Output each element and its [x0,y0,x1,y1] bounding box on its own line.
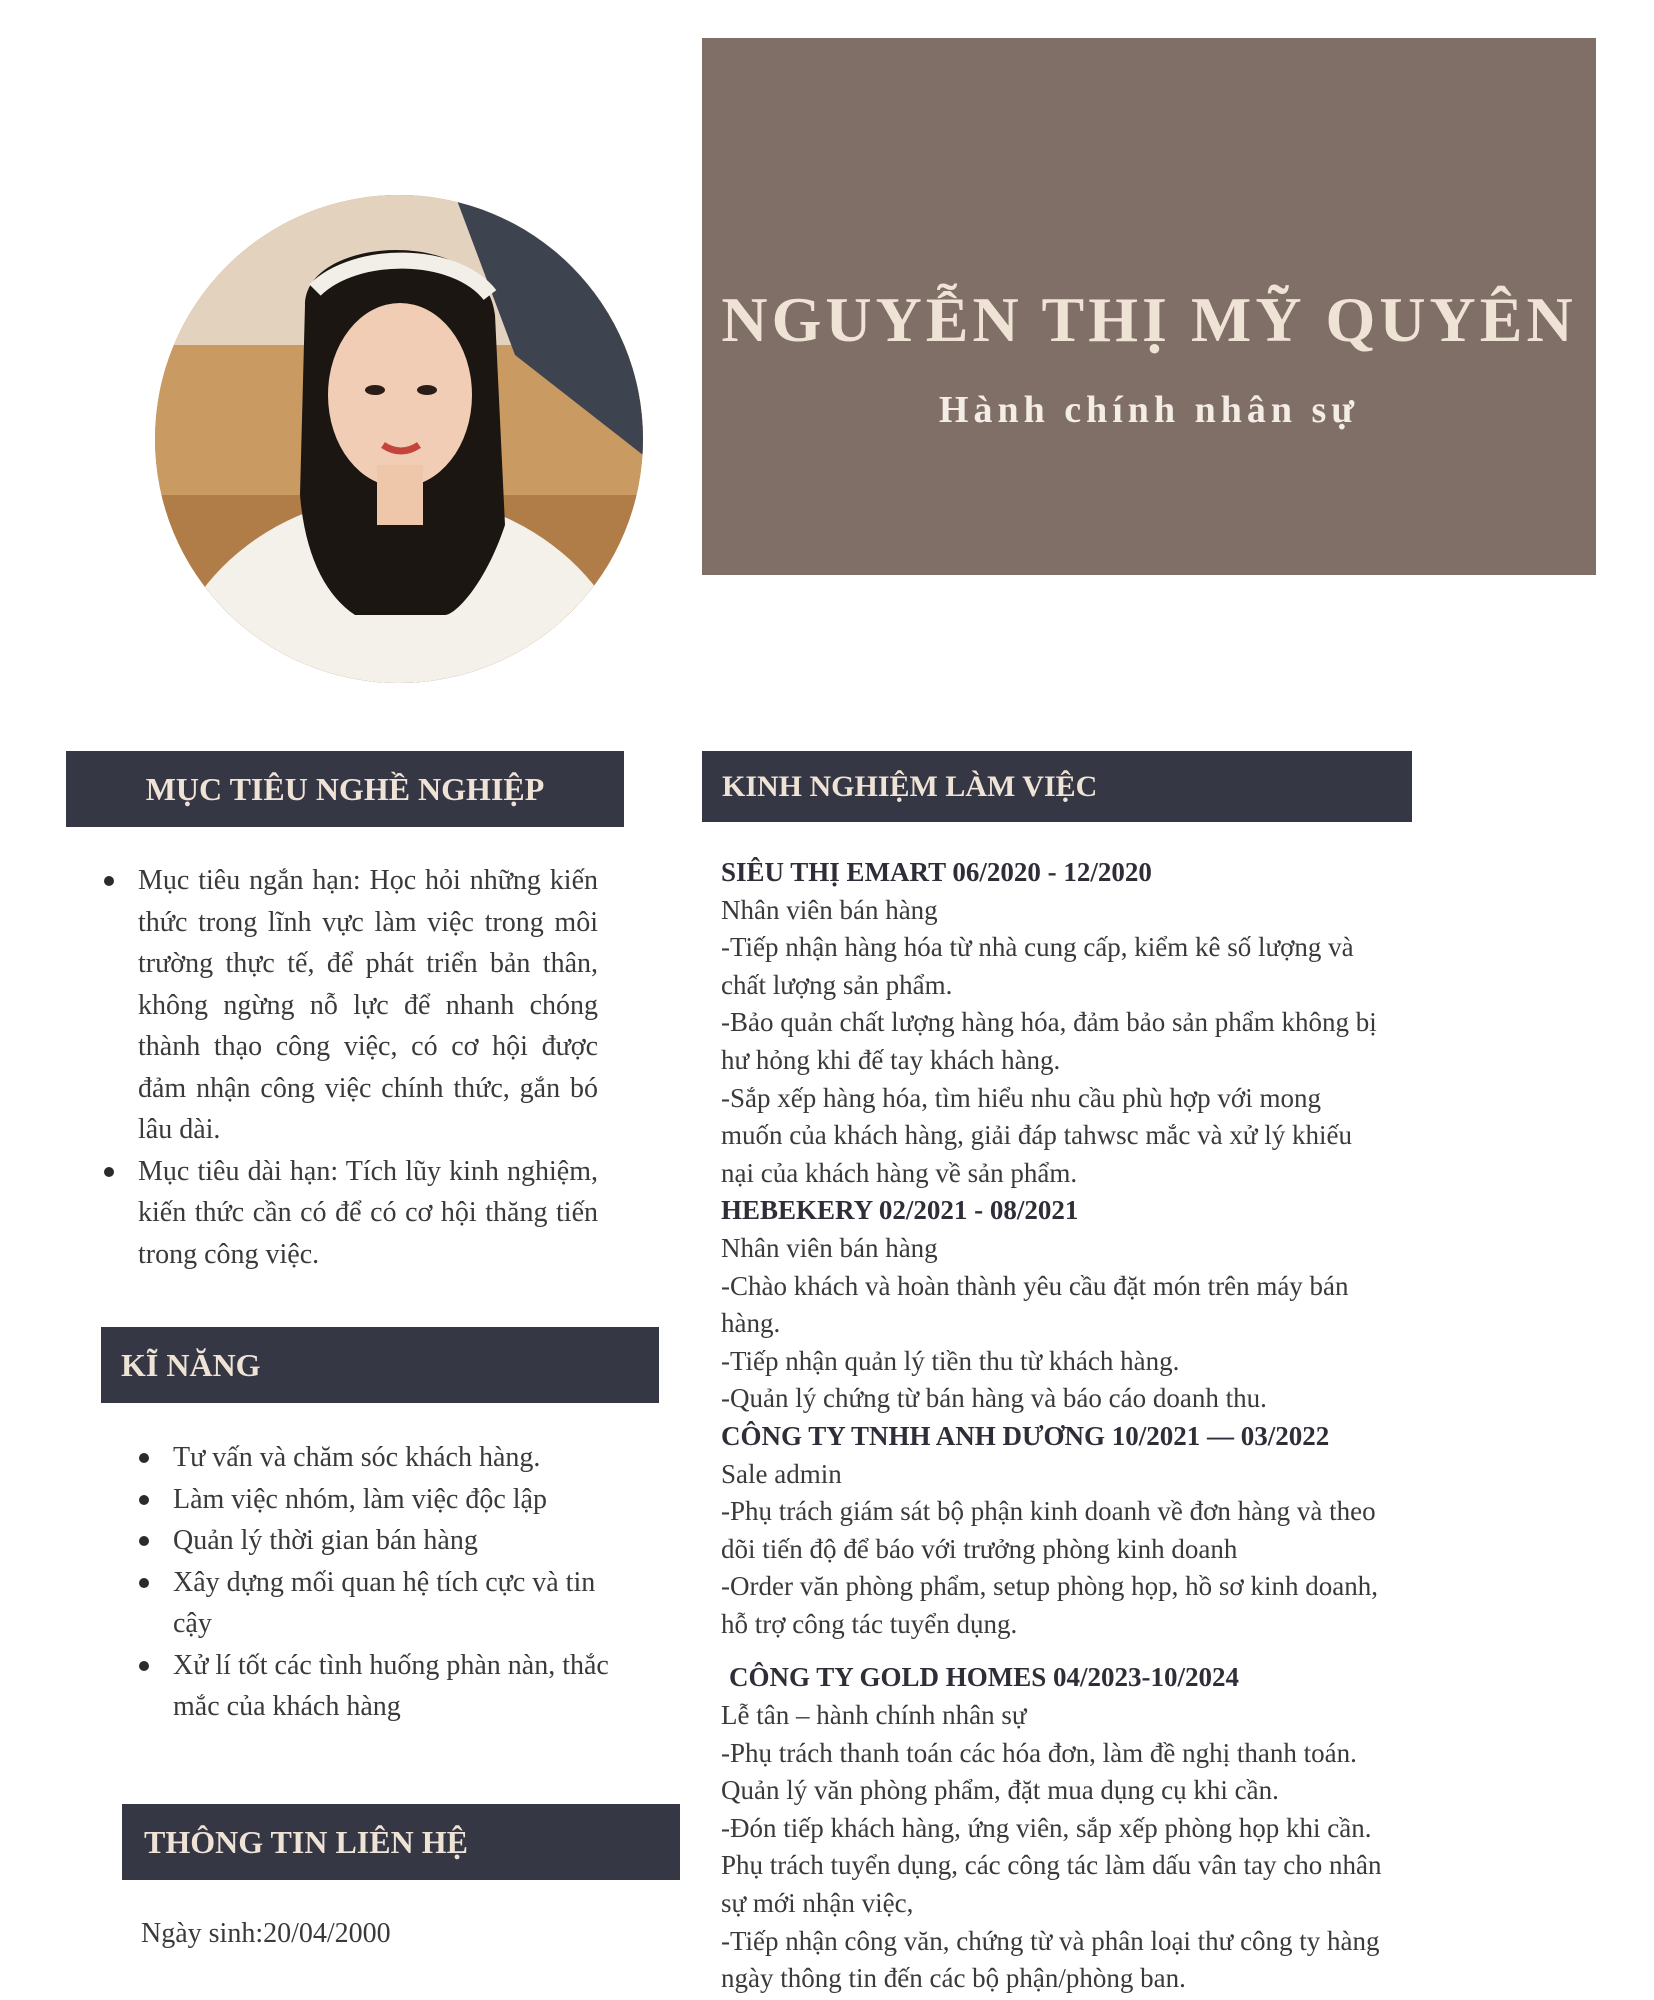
objective-heading-text: MỤC TIÊU NGHỀ NGHIỆP [145,770,545,807]
job-duty: -Phụ trách thanh toán các hóa đơn, làm đề nghị thanh toán. Quản lý văn phòng phẩm, đặt mua dụng cụ khi cần. [721,1737,1357,1806]
skills-list [137,1437,637,1728]
candidate-name: NGUYỄN THỊ MỸ QUYÊN [721,284,1577,355]
job-entry [721,1418,1386,1644]
job-duty: -Tiếp nhận công văn, chứng từ và phân loại thư công ty hàng ngày thông tin đến các bộ phận/phòng ban. [721,1925,1380,1994]
job-position: Lễ tân – hành chính nhân sự [721,1700,1027,1731]
job-position: Nhân viên bán hàng [721,894,938,925]
job-duty: -Đón tiếp khách hàng, ứng viên, sắp xếp phòng họp khi cần. Phụ trách tuyển dụng, các công tác làm dấu vân tay cho nhân sự mới nhận việc, [721,1812,1382,1919]
experience-heading [702,751,1412,822]
job-title: CÔNG TY GOLD HOMES 04/2023-10/2024 [729,1662,1240,1693]
skill-item: Quản lý thời gian bán hàng [137,1520,637,1562]
candidate-role: Hành chính nhân sự [938,389,1360,431]
skill-item: Tư vấn và chăm sóc khách hàng. [137,1437,637,1479]
contact-heading-text: THÔNG TIN LIÊN HỆ [144,1823,468,1860]
skill-item: Xây dựng mối quan hệ tích cực và tin cậy [137,1562,637,1645]
job-duty: -Quản lý chứng từ bán hàng và báo cáo doanh thu. [721,1383,1267,1414]
job-duty: -Tiếp nhận quản lý tiền thu từ khách hàng. [721,1345,1180,1376]
job-title: CÔNG TY TNHH ANH DƯƠNG 10/2021 — 03/2022 [721,1420,1330,1451]
job-duty: -Tiếp nhận hàng hóa từ nhà cung cấp, kiểm kê số lượng và chất lượng sản phẩm. [721,932,1354,1000]
skill-item: Xử lí tốt các tình huống phàn nàn, thắc mắc của khách hàng [137,1645,637,1728]
job-title: HEBEKERY 02/2021 - 08/2021 [721,1195,1079,1226]
job-duty: -Chào khách và hoàn thành yêu cầu đặt món trên máy bán hàng. [721,1270,1349,1339]
skill-item: Làm việc nhóm, làm việc độc lập [137,1479,637,1521]
objective-item-long-term: Mục tiêu dài hạn: Tích lũy kinh nghiệm, kiến thức cần có để có cơ hội thăng tiến trong công việc. [102,1151,598,1276]
job-title: SIÊU THỊ EMART 06/2020 - 12/2020 [721,857,1152,887]
experience-heading-text: KINH NGHIỆM LÀM VIỆC [722,769,1098,803]
experience-list [721,854,1386,1998]
objective-item-short-term: Mục tiêu ngắn hạn: Học hỏi những kiến thức trong lĩnh vực làm việc trong môi trường thực tế, để phát triển bản thân, không ngừng nỗ lực để nhanh chóng thành thạo công việc, có cơ hội được đảm nhận công việc chính thức, gắn bó lâu dài. [102,860,598,1151]
job-entry [721,854,1386,1192]
job-entry [721,1192,1386,1418]
skills-heading [101,1327,659,1403]
job-duty: -Sắp xếp hàng hóa, tìm hiểu nhu cầu phù hợp với mong muốn của khách hàng, giải đáp tahwsc mắc và xử lý khiếu nại của khách hàng về sản phẩm. [721,1082,1352,1188]
job-position: Sale admin [721,1458,842,1489]
contact-birthday: Ngày sinh:20/04/2000 [141,1918,391,1949]
job-position: Nhân viên bán hàng [721,1232,938,1263]
name-header [702,38,1596,575]
job-duty: -Bảo quản chất lượng hàng hóa, đảm bảo sản phẩm không bị hư hỏng khi đế tay khách hàng. [721,1007,1377,1075]
job-entry [721,1659,1386,1997]
job-duty: -Order văn phòng phẩm, setup phòng họp, hồ sơ kinh doanh, hỗ trợ công tác tuyển dụng. [721,1571,1378,1639]
skills-heading-text: KĨ NĂNG [121,1346,261,1383]
objective-list [102,860,598,1275]
job-duty: -Phụ trách giám sát bộ phận kinh doanh về đơn hàng và theo dõi tiến độ để báo với trưởng phòng kinh doanh [721,1496,1376,1564]
profile-photo [155,195,643,683]
objective-heading [66,751,624,827]
contact-heading [122,1804,680,1880]
